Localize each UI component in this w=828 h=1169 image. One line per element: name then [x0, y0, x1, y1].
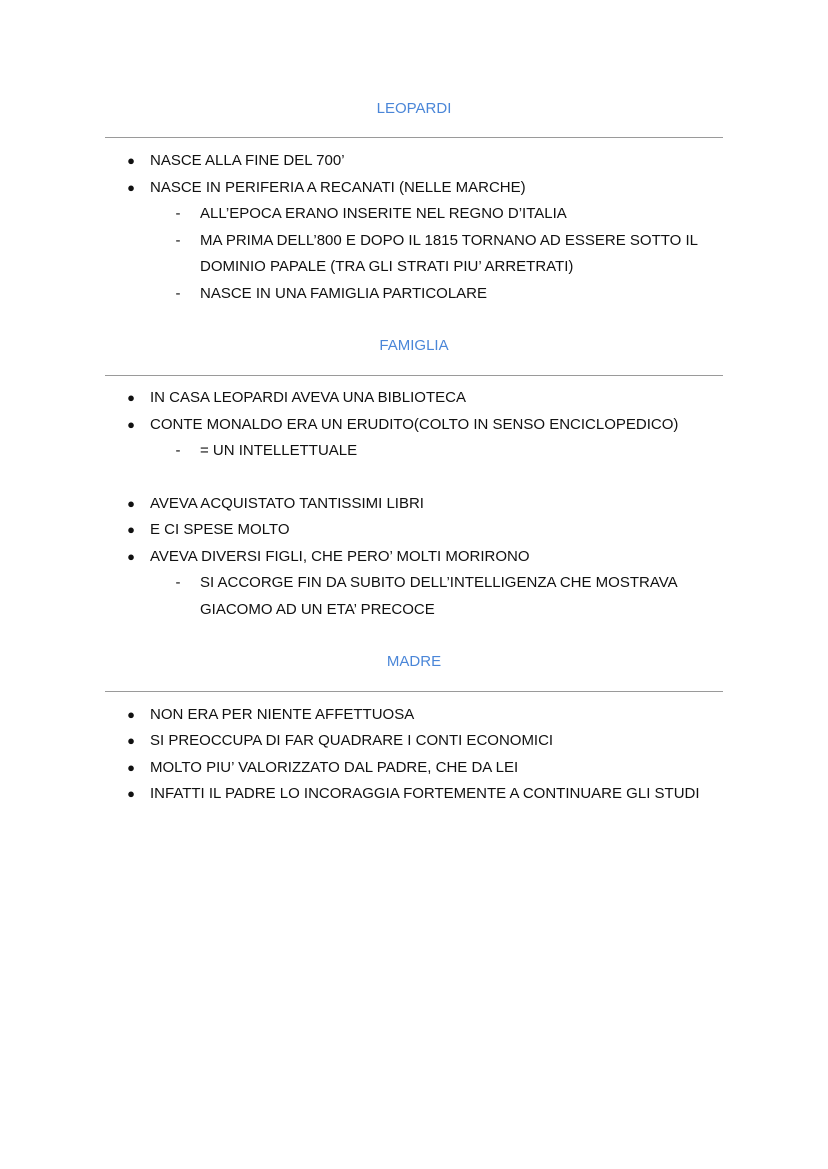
list-item: INFATTI IL PADRE LO INCORAGGIA FORTEMENTE A CONTINUARE GLI STUDI — [150, 785, 700, 802]
bullet-icon: ● — [127, 180, 135, 195]
bullet-icon: ● — [127, 496, 135, 511]
dash-icon: - — [175, 205, 181, 222]
list-item: SI PREOCCUPA DI FAR QUADRARE I CONTI ECONOMICI — [150, 732, 554, 749]
sub-list-item: SI ACCORGE FIN DA SUBITO DELL’INTELLIGENZA CHE MOSTRAVA — [200, 574, 678, 591]
bullet-icon: ● — [127, 417, 135, 432]
list-item: IN CASA LEOPARDI AVEVA UNA BIBLIOTECA — [150, 389, 466, 406]
list-item: AVEVA ACQUISTATO TANTISSIMI LIBRI — [150, 495, 424, 512]
sub-list-item-continuation: DOMINIO PAPALE (TRA GLI STRATI PIU’ ARRETRATI) — [200, 258, 574, 275]
bullet-icon: ● — [127, 786, 135, 801]
section-heading-leopardi: LEOPARDI — [376, 100, 452, 117]
sub-list-item: ALL’EPOCA ERANO INSERITE NEL REGNO D’ITALIA — [200, 205, 567, 222]
sub-list-item: = UN INTELLETTUALE — [200, 442, 358, 459]
sub-list-item: MA PRIMA DELL’800 E DOPO IL 1815 TORNANO AD ESSERE SOTTO IL — [200, 232, 698, 249]
list-item: NON ERA PER NIENTE AFFETTUOSA — [150, 706, 415, 723]
dash-icon: - — [175, 574, 181, 591]
bullet-icon: ● — [127, 522, 135, 537]
bullet-icon: ● — [127, 390, 135, 405]
section-divider — [105, 137, 723, 138]
section-heading-famiglia: FAMIGLIA — [379, 337, 449, 354]
list-item: E CI SPESE MOLTO — [150, 521, 290, 538]
list-item: AVEVA DIVERSI FIGLI, CHE PERO’ MOLTI MORIRONO — [150, 548, 530, 565]
section-divider — [105, 375, 723, 376]
bullet-icon: ● — [127, 153, 135, 168]
section-heading-madre: MADRE — [386, 653, 442, 670]
sub-list-item: NASCE IN UNA FAMIGLIA PARTICOLARE — [200, 285, 488, 302]
bullet-icon: ● — [127, 549, 135, 564]
dash-icon: - — [175, 232, 181, 249]
list-item: NASCE ALLA FINE DEL 700’ — [150, 152, 345, 169]
bullet-icon: ● — [127, 707, 135, 722]
list-item: MOLTO PIU’ VALORIZZATO DAL PADRE, CHE DA LEI — [150, 759, 519, 776]
list-item: NASCE IN PERIFERIA A RECANATI (NELLE MARCHE) — [150, 179, 526, 196]
bullet-icon: ● — [127, 760, 135, 775]
dash-icon: - — [175, 442, 181, 459]
sub-list-item-continuation: GIACOMO AD UN ETA’ PRECOCE — [200, 601, 435, 618]
list-item: CONTE MONALDO ERA UN ERUDITO(COLTO IN SENSO ENCICLOPEDICO) — [150, 416, 679, 433]
dash-icon: - — [175, 285, 181, 302]
section-divider — [105, 691, 723, 692]
bullet-icon: ● — [127, 733, 135, 748]
